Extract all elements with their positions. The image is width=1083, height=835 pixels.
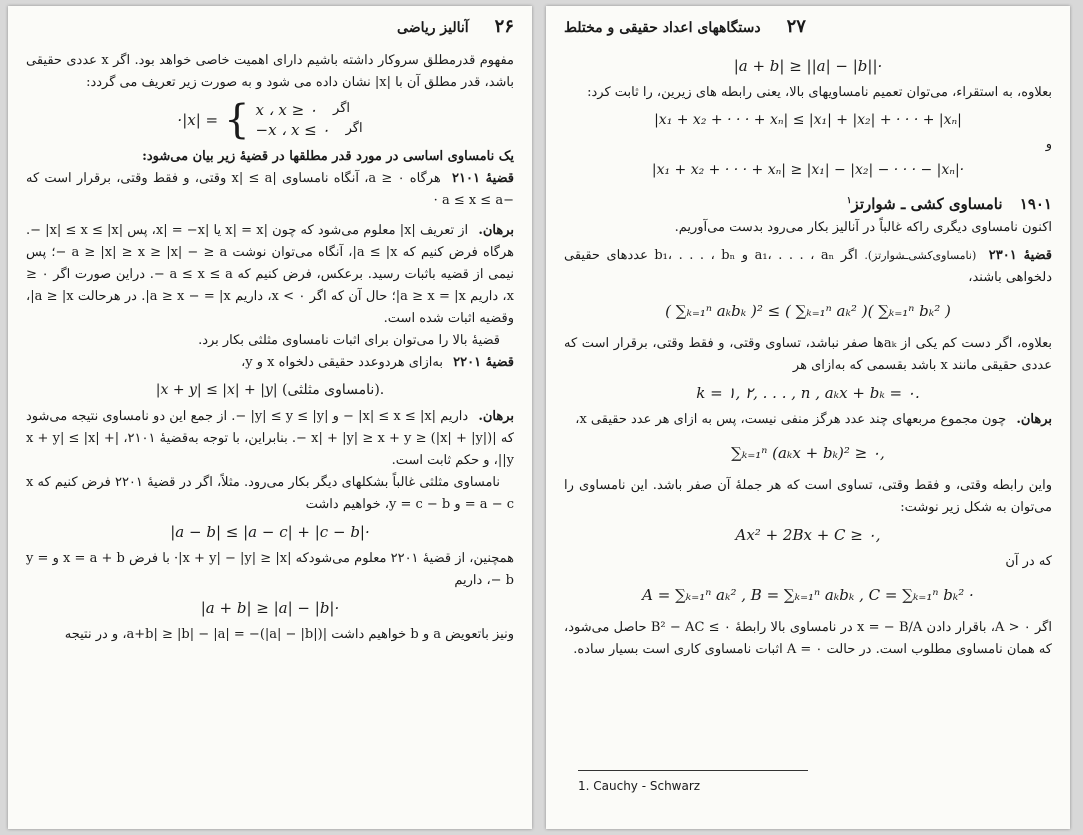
- section-heading: [564, 188, 1052, 217]
- case-condition-word: اگر: [345, 121, 363, 136]
- page-number: ۲۶: [494, 16, 514, 37]
- cauchy-schwarz-equation: ( ∑ₖ₌₁ⁿ aₖbₖ )² ≤ ( ∑ₖ₌₁ⁿ aₖ² )( ∑ₖ₌₁ⁿ bₖ² ): [665, 302, 951, 320]
- paragraph: مفهوم قدرمطلق سروکار داشته باشیم دارای اهمیت خاصی خواهد بود. اگر x عددی حقیقی باشد، قدر مطلق آن با |x| نشان داده می شود و به صورت زیر تعریف می‌ گردد:: [26, 53, 514, 90]
- theorem-text: هرگاه ۰ ≤ a، آنگاه نامساوی |x| ≤ a وقتی، و فقط وقتی، برقرار است که −a ≤ x ≤ a ·: [26, 171, 514, 208]
- right-page-header: [564, 16, 1052, 50]
- section-title: نامساوی کشی ـ شوارتز: [851, 195, 1003, 213]
- equation: k = ۱, ۲, . . . , n , aₖx + bₖ = ۰.: [696, 384, 920, 402]
- theorem-label: قضیهٔ ۲۲۰۱: [453, 355, 514, 370]
- theorem-text: به‌ازای هردوعدد حقیقی دلخواه x و y،: [241, 355, 444, 370]
- footnote: 1. Cauchy - Schwarz: [578, 779, 701, 793]
- footnote-divider: [578, 770, 808, 771]
- proof-text: چون مجموع مربعهای چند عدد هرگز منفی نیست، پس به ازای هر عدد حقیقی x،: [575, 412, 1007, 427]
- equation: ∑ₖ₌₁ⁿ (aₖx + bₖ)² ≥ ۰,: [731, 444, 885, 462]
- proof-label: برهان.: [1016, 412, 1052, 427]
- equation: A = ∑ₖ₌₁ⁿ aₖ² , B = ∑ₖ₌₁ⁿ aₖbₖ , C = ∑ₖ₌₁ⁿ bₖ² ·: [642, 586, 974, 604]
- paragraph: اکنون نامساوی دیگری راکه غالباً در آنالیز بکار می‌رود بدست می‌آوریم.: [674, 220, 1052, 235]
- proof-label: برهان.: [478, 409, 515, 424]
- equation: |x₁ + x₂ + · · · + xₙ| ≤ |x₁| + |x₂| + · · · + |xₙ|: [654, 112, 962, 128]
- equation: Ax² + 2Bx + C ≥ ۰,: [735, 526, 881, 544]
- paragraph: یک نامساوی اساسی در مورد قدر مطلقها در قضیهٔ زیر بیان می‌شود:: [142, 149, 514, 164]
- proof-text: از تعریف |x| معلوم می‌شود که چون |x| = x یا |x| = −x، پس |x| ≤ x ≤ |x| −. هرگاه فرض کنیم که a ≤ |x|، آنگاه می‌توان نوشت a ≥ |x| ≥ x ≥ |x| − ≥ a −؛ پس نیمی از قضیه باثبات رسید. برعکس، فرض کنیم که a ≤ x ≤ a −. دراین صورت اگر ۰ ≤ x، داریم a ≥ x = |x|؛ حال آن که اگر ۰ > x، داریم a ≥ x − = |x|. در هرحالت a ≥ |x|، وقضیه اثبات شده است.: [26, 223, 515, 326]
- definition-case: [256, 101, 363, 119]
- equation: |a + b| ≥ ||a| − |b||·: [733, 57, 883, 75]
- left-page-header: [26, 16, 514, 50]
- equation: |a − b| ≤ |a − c| + |c − b|·: [170, 523, 370, 541]
- page-number: ۲۷: [786, 16, 806, 37]
- theorem-2-3: [564, 245, 1052, 289]
- paragraph: ونیز باتعویض a و b خواهیم داشت |a+b| ≥ |b| − |a| = −(|a| − |b|)، و در نتیجه: [64, 627, 514, 642]
- theorem-name: (نامساوی‌کشی‌ـشوارتز).: [864, 249, 977, 262]
- paragraph: بعلاوه، اگر دست کم یکی از aₖها صفر نباشد، تساوی وقتی، و فقط وقتی، برقرار است که عددی حقیقی مانند x باشد بقسمی که به‌ازای هر: [564, 336, 1052, 373]
- case-expression: −x ، x ≤ ۰: [255, 121, 330, 139]
- case-condition-word: اگر: [333, 101, 350, 116]
- left-page: [8, 6, 532, 829]
- definition-cases: [256, 101, 363, 139]
- proof: [564, 409, 1052, 431]
- definition-case: [256, 121, 363, 139]
- footnote-ref: ۱: [846, 196, 852, 206]
- theorem-2-2: [26, 352, 514, 374]
- equation: [26, 378, 514, 402]
- conjunction: و: [1045, 137, 1052, 152]
- running-head: آنالیز ریاضی: [397, 20, 469, 36]
- proof-label: برهان.: [478, 223, 515, 238]
- right-page: [546, 6, 1070, 829]
- proof: [26, 220, 514, 330]
- paragraph: همچنین، از قضیهٔ ۲۲۰۱ معلوم می‌شودکه |x + y| − |y| ≥ |x|· با فرض x = a + b و y = − b، داریم: [26, 551, 515, 588]
- running-head: دستگاههای اعداد حقیقی و مختلط: [564, 20, 761, 36]
- equation-name: (نامساوی مثلثی).: [282, 382, 385, 398]
- equation: |a + b| ≥ |a| − |b|·: [200, 599, 340, 617]
- case-expression: x ، x ≥ ۰: [255, 101, 318, 119]
- equation-body: |x + y| ≤ |x| + |y|: [155, 382, 278, 398]
- theorem-label: قضیهٔ ۲۳۰۱: [988, 248, 1053, 263]
- paragraph: اگر ۰ < A، باقرار دادن x = − B/A در نامساوی بالا رابطهٔ ۰ ≥ B² − AC حاصل می‌شود، که همان نامساوی مطلوب است. در حالت ۰ = A اثبات نامساوی کاری است بسیار ساده.: [564, 620, 1052, 657]
- definition-lhs: ·|x| =: [177, 111, 219, 129]
- theorem-2-1: [26, 168, 514, 212]
- absolute-value-definition: [26, 97, 514, 143]
- equation: |x₁ + x₂ + · · · + xₙ| ≥ |x₁| − |x₂| − · · · − |xₙ|·: [651, 162, 965, 178]
- paragraph: بعلاوه، به استقراء، می‌توان تعمیم نامساویهای بالا، یعنی رابطه های زیرین، را ثابت کرد:: [587, 85, 1052, 100]
- theorem-text: اگر a₁، . . . ، aₙ و b₁، . . . ، bₙ عددهای حقیقی دلخواهی باشند،: [564, 248, 1052, 285]
- paragraph: که در آن: [1005, 554, 1052, 569]
- brace-symbol: {: [224, 97, 250, 143]
- proof-text: داریم |x| ≤ x ≤ |x| − و |y| ≤ y ≤ |y| −. از جمع این دو نامساوی نتیجه می‌شود که |x| + |y| ≥ x + y ≥ (|x| + |y|) −. بنابراین، با توجه به‌قضیهٔ ۲۱۰۱، |x + y| ≤ |x| + |y|، و حکم ثابت است.: [26, 409, 514, 468]
- paragraph: واین رابطه وقتی، و فقط وقتی، تساوی است که هر جملهٔ آن صفر باشد. این نامساوی را می‌توان به شکل زیر نوشت:: [564, 478, 1052, 515]
- proof: [26, 406, 514, 472]
- theorem-label: قضیهٔ ۲۱۰۱: [452, 171, 514, 186]
- paragraph: قضیهٔ بالا را می‌توان برای اثبات نامساوی مثلثی بکار برد.: [198, 333, 500, 348]
- paragraph: نامساوی مثلثی غالباً بشکلهای دیگر بکار می‌رود. مثلاً، اگر در قضیهٔ ۲۲۰۱ فرض کنیم که x = a − c و y = c − b، خواهیم داشت: [26, 475, 514, 512]
- section-number: ۱۹۰۱: [1019, 195, 1052, 213]
